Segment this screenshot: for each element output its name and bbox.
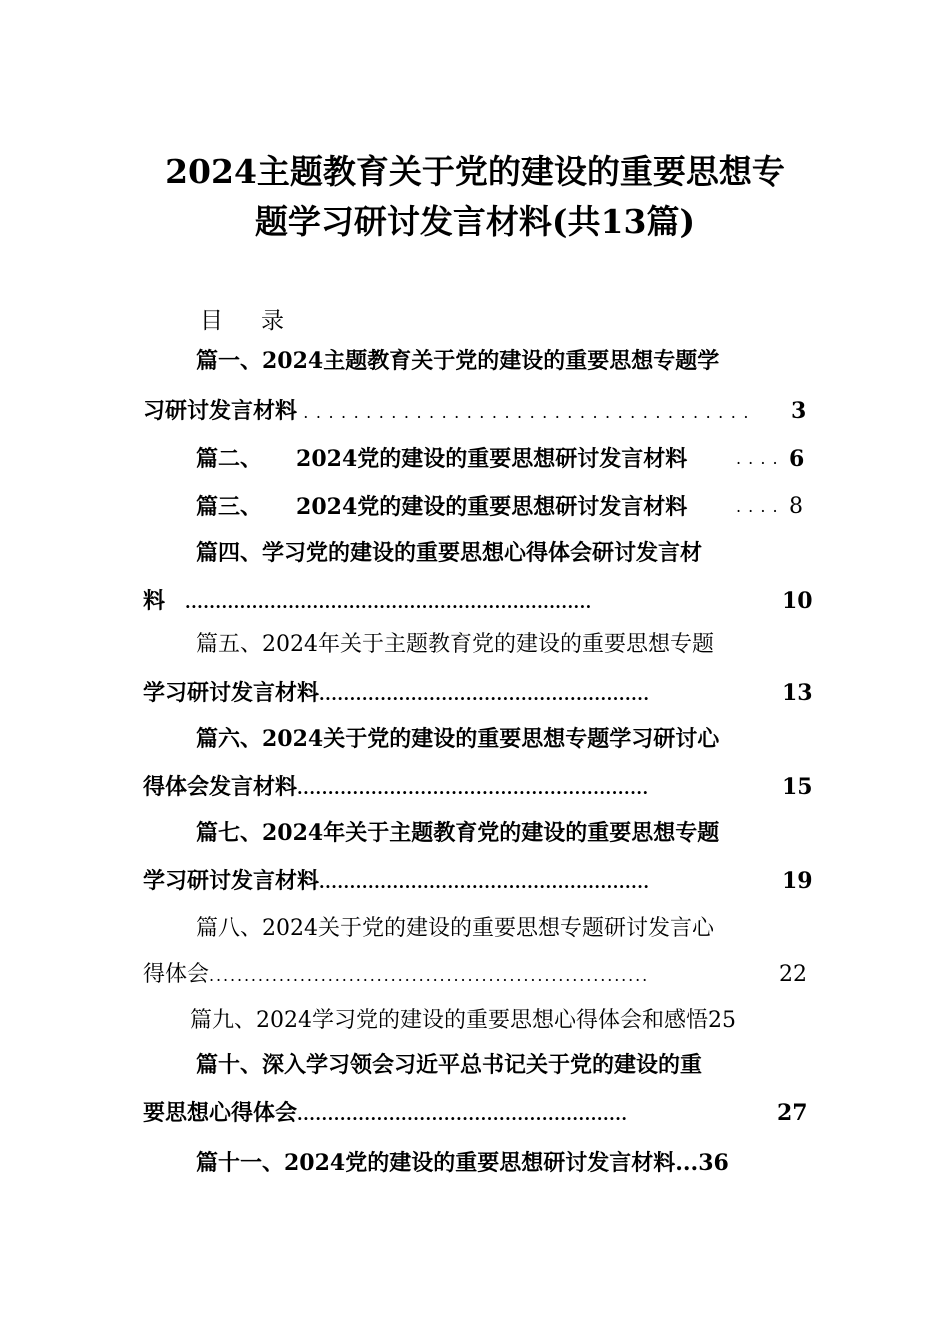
toc-entry-5-text: 学习研讨发言材料 [143,680,320,706]
toc-entry-11-page: 36 [698,1150,729,1176]
toc-entry-3-page: 8 [789,494,803,519]
toc-entry-8-text: 得体会 [143,962,210,987]
toc-entry-8-leader: ............................................................... [209,966,650,985]
toc-entry-9-text: 篇九、2024学习党的建设的重要思想心得体会和感悟 [190,1008,708,1033]
toc-entry-3-prefix: 篇三、 [196,494,263,520]
toc-heading-right: 录 [261,308,286,334]
toc-entry-11[interactable] [196,1148,729,1178]
toc-entry-7-line-1[interactable]: 篇七、2024年关于主题教育党的建设的重要思想专题 [196,820,720,846]
toc-heading-left: 目 [200,308,225,334]
document-title-line-1: 2024主题教育关于党的建设的重要思想专 [165,152,785,191]
toc-entry-7-page: 19 [782,868,813,894]
toc-entry-1-line-1[interactable]: 篇一、2024主题教育关于党的建设的重要思想专题学 [196,348,720,374]
toc-entry-5-line-2[interactable] [143,678,650,710]
toc-entry-1-page: 3 [791,398,807,424]
toc-entry-7-leader: ...................................................... [319,873,650,892]
toc-entry-6-text: 得体会发言材料 [143,774,298,800]
toc-entry-8-line-2[interactable] [143,960,649,991]
toc-entry-4-line-2[interactable] [143,586,592,618]
toc-entry-8-line-1[interactable]: 篇八、2024关于党的建设的重要思想专题研讨发言心 [196,916,714,941]
toc-entry-5-line-1[interactable]: 篇五、2024年关于主题教育党的建设的重要思想专题 [196,632,714,657]
toc-entry-10-leader: ...................................................... [297,1105,628,1124]
toc-entry-9[interactable] [190,1006,736,1036]
toc-entry-6-line-1[interactable]: 篇六、2024关于党的建设的重要思想专题学习研讨心 [196,726,720,752]
toc-entry-4-text: 料 [143,588,166,614]
toc-entry-6-leader: ......................................................... [297,779,649,798]
toc-entry-4-page: 10 [782,588,813,614]
toc-entry-7-text: 学习研讨发言材料 [143,868,320,894]
toc-entry-2-leader: . . . . [736,449,779,468]
toc-entry-3-leader: . . . . [736,497,779,516]
toc-entry-8-page: 22 [779,962,807,987]
toc-entry-10-text: 要思想心得体会 [143,1100,298,1126]
toc-entry-7-line-2[interactable] [143,866,650,898]
toc-entry-10-line-1[interactable]: 篇十、深入学习领会习近平总书记关于党的建设的重 [196,1052,703,1078]
toc-entry-2-text: 2024党的建设的重要思想研讨发言材料 [296,446,688,472]
toc-entry-2-prefix: 篇二、 [196,446,263,472]
toc-entry-5-leader: ...................................................... [319,685,650,704]
toc-entry-1-leader: . . . . . . . . . . . . . . . . . . . . . . . . . . . . . . . . . . . . [297,403,750,422]
document-title-line-2: 题学习研讨发言材料(共13篇) [254,202,696,241]
toc-entry-5-page: 13 [782,680,813,706]
toc-entry-6-page: 15 [782,774,813,800]
toc-heading [200,302,286,335]
toc-entry-2[interactable] [196,444,687,474]
toc-entry-3-text: 2024党的建设的重要思想研讨发言材料 [296,494,688,520]
toc-entry-9-page: 25 [708,1008,736,1033]
toc-entry-10-page: 27 [777,1100,808,1126]
toc-entry-4-leader: ................................................................... [185,593,592,612]
toc-entry-10-line-2[interactable] [143,1098,628,1130]
toc-entry-2-page: 6 [789,446,805,472]
toc-entry-11-leader: ... [675,1150,699,1176]
toc-entry-3[interactable] [196,492,687,522]
toc-entry-6-line-2[interactable] [143,772,649,804]
toc-entry-4-line-1[interactable]: 篇四、学习党的建设的重要思想心得体会研讨发言材 [196,540,703,566]
toc-entry-11-text: 篇十一、2024党的建设的重要思想研讨发言材料 [196,1150,676,1176]
toc-entry-1-text: 习研讨发言材料 [143,398,298,424]
toc-entry-1-line-2[interactable] [143,396,750,428]
